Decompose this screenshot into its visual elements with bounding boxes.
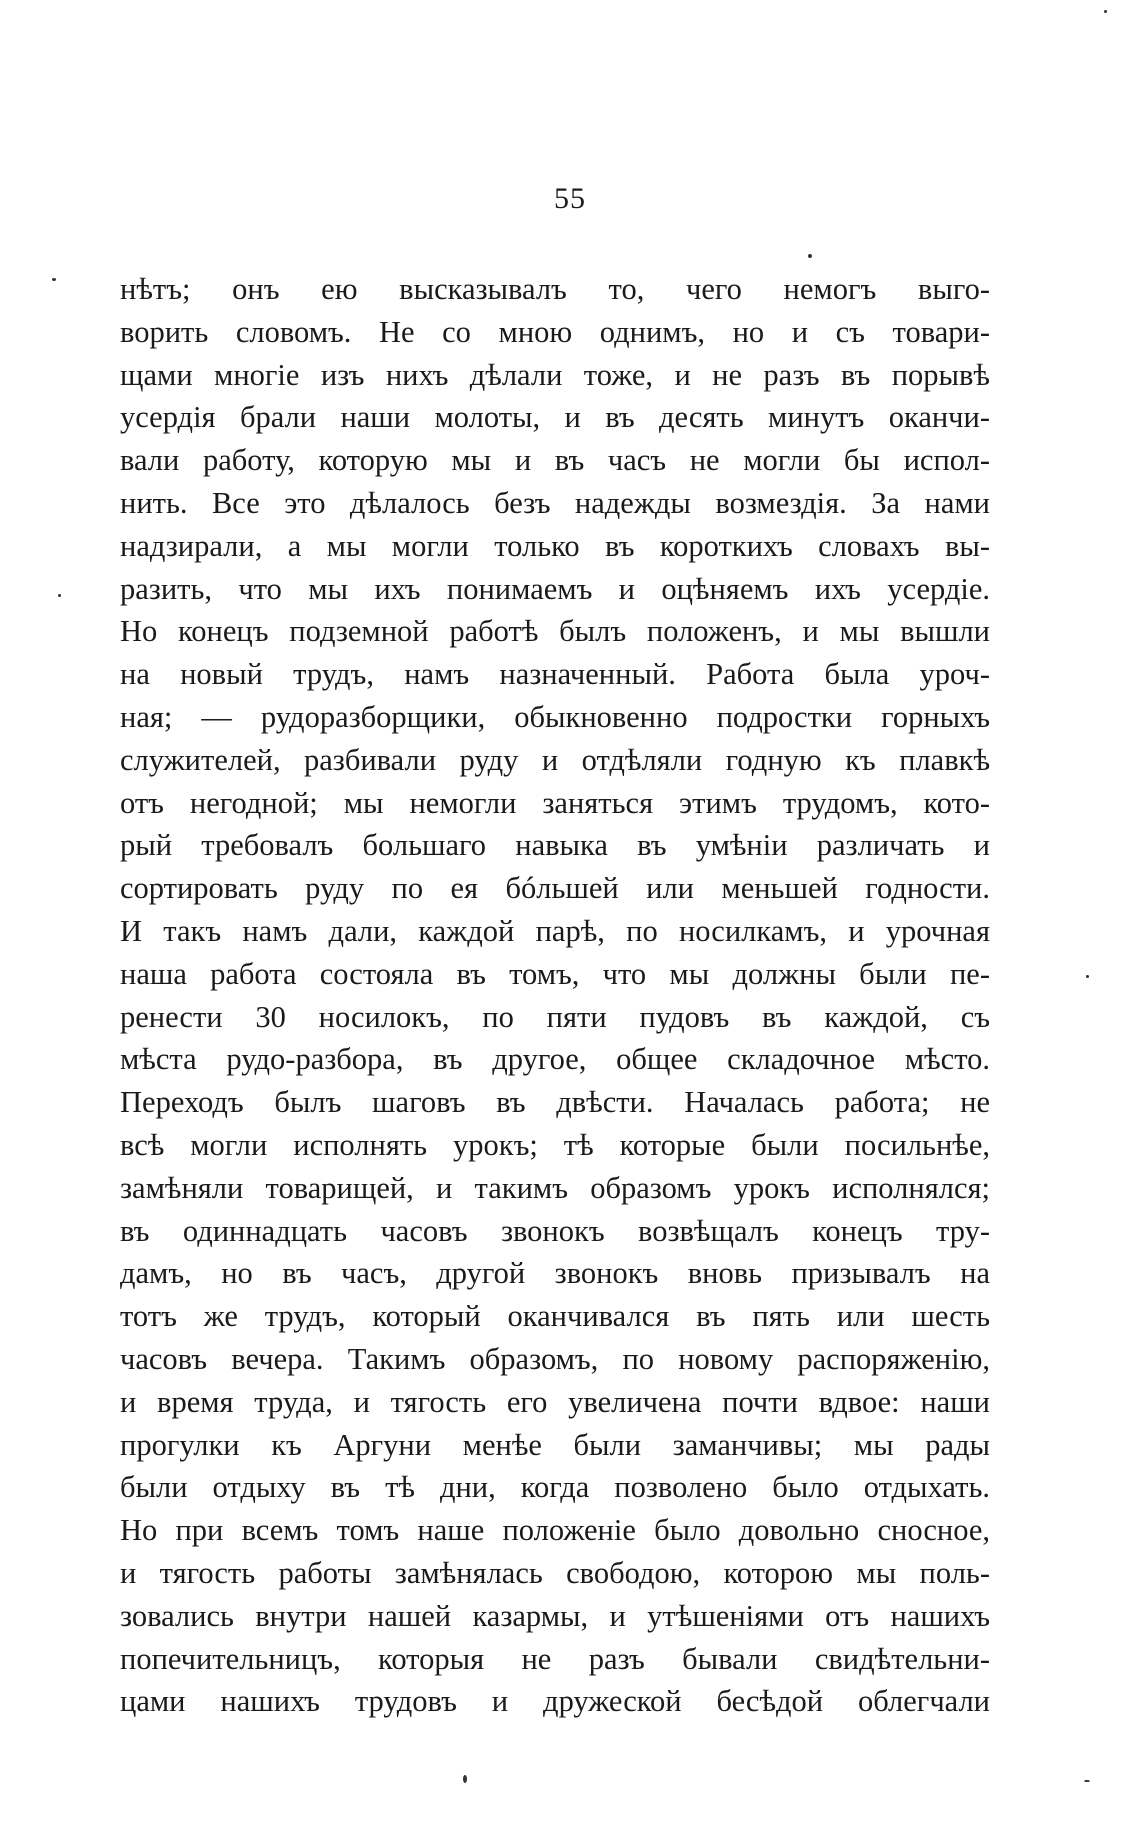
page-number: 55	[554, 182, 586, 215]
text-line: сортировать руду по ея бóльшей или меньшей годности.	[120, 871, 990, 906]
text-line: всѣ могли исполнять урокъ; тѣ которые были посильнѣе,	[120, 1127, 990, 1162]
text-line: рый требовалъ большаго навыка въ умѣніи различать и	[120, 828, 990, 863]
text-line: дамъ, но въ часъ, другой звонокъ вновь призывалъ на	[120, 1256, 990, 1291]
text-line: тотъ же трудъ, который оканчивался въ пять или шесть	[120, 1299, 990, 1334]
body-text	[120, 268, 990, 1723]
text-line: отъ негодной; мы немогли заняться этимъ трудомъ, кото-	[120, 785, 990, 820]
text-line: разить, что мы ихъ понимаемъ и оцѣняемъ ихъ усердіе.	[120, 571, 990, 606]
text-line: нить. Все это дѣлалось безъ надежды возмездія. За нами	[120, 485, 990, 520]
scan-speck	[1104, 10, 1107, 13]
scan-speck	[808, 254, 812, 258]
scan-speck	[1086, 975, 1089, 978]
text-line: наша работа состояла въ томъ, что мы должны были пе-	[120, 956, 990, 991]
text-line: на новый трудъ, намъ назначенный. Работа была уроч-	[120, 657, 990, 692]
text-line: И такъ намъ дали, каждой парѣ, по носилкамъ, и урочная	[120, 913, 990, 948]
scan-speck	[52, 278, 56, 281]
text-line: щами многіе изъ нихъ дѣлали тоже, и не разъ въ порывѣ	[120, 357, 990, 392]
text-line: ренести 30 носилокъ, по пяти пудовъ въ каждой, съ	[120, 999, 990, 1034]
text-line: въ одиннадцать часовъ звонокъ возвѣщалъ конецъ тру-	[120, 1213, 990, 1248]
text-line: зовались внутри нашей казармы, и утѣшеніями отъ нашихъ	[120, 1598, 990, 1633]
text-line: Но при всемъ томъ наше положеніе было довольно сносное,	[120, 1513, 990, 1548]
text-line: Переходъ былъ шаговъ въ двѣсти. Началась работа; не	[120, 1085, 990, 1120]
text-line: вали работу, которую мы и въ часъ не могли бы испол-	[120, 443, 990, 478]
text-line: прогулки къ Аргуни менѣе были заманчивы; мы рады	[120, 1427, 990, 1462]
text-line: служителей, разбивали руду и отдѣляли годную къ плавкѣ	[120, 742, 990, 777]
scan-speck	[463, 1775, 467, 1783]
text-line: ворить словомъ. Не со мною однимъ, но и съ товари-	[120, 314, 990, 349]
text-line: и тягость работы замѣнялась свободою, которою мы поль-	[120, 1555, 990, 1590]
scan-speck	[58, 594, 61, 597]
text-line: Но конецъ подземной работѣ былъ положенъ, и мы вышли	[120, 614, 990, 649]
scan-speck	[1084, 1780, 1090, 1782]
text-line: часовъ вечера. Такимъ образомъ, по новому распоряженію,	[120, 1341, 990, 1376]
text-line: ная; — рудоразборщики, обыкновенно подростки горныхъ	[120, 699, 990, 734]
text-line: замѣняли товарищей, и такимъ образомъ урокъ исполнялся;	[120, 1170, 990, 1205]
text-line: были отдыху въ тѣ дни, когда позволено было отдыхать.	[120, 1470, 990, 1505]
text-line: надзирали, а мы могли только въ короткихъ словахъ вы-	[120, 528, 990, 563]
text-line: цами нашихъ трудовъ и дружеской бесѣдой облегчали	[120, 1684, 990, 1719]
text-line: попечительницъ, которыя не разъ бывали свидѣтельни-	[120, 1641, 990, 1676]
text-line: нѣтъ; онъ ею высказывалъ то, чего немогъ выго-	[120, 272, 990, 306]
text-line: мѣста рудо-разбора, въ другое, общее складочное мѣсто.	[120, 1042, 990, 1077]
text-line: усердія брали наши молоты, и въ десять минутъ оканчи-	[120, 400, 990, 435]
text-line: и время труда, и тягость его увеличена почти вдвое: наши	[120, 1384, 990, 1419]
